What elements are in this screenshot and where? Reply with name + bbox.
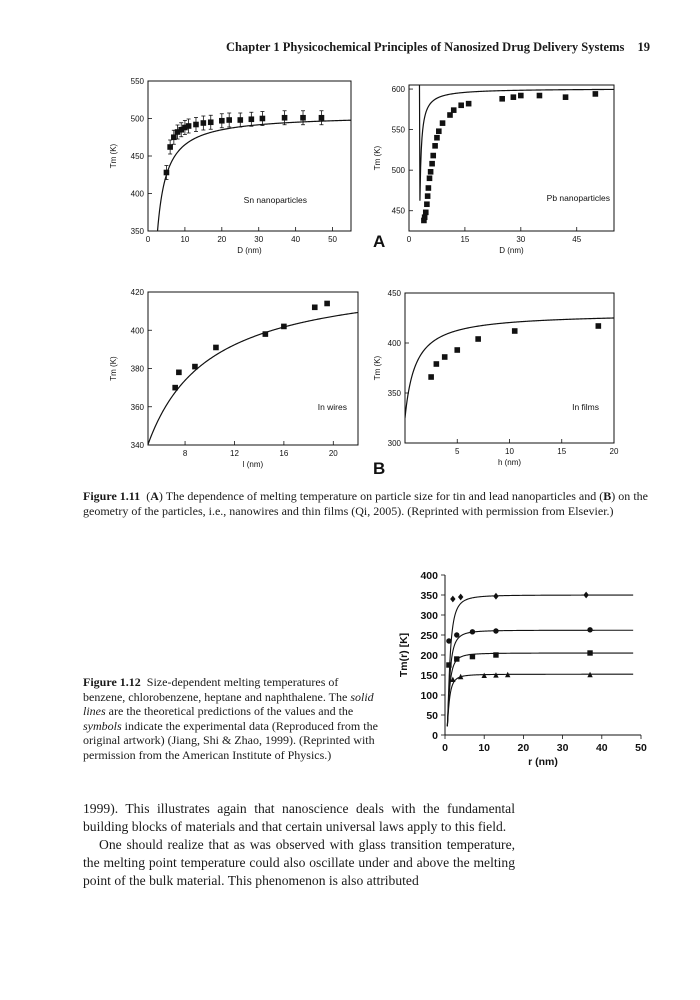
data-point <box>300 115 306 121</box>
x-tick-label: 30 <box>556 742 569 754</box>
x-axis-label: D (nm) <box>237 246 262 255</box>
x-tick-label: 30 <box>516 235 526 244</box>
theory-line <box>447 630 633 726</box>
data-point <box>458 102 464 108</box>
data-point <box>475 336 481 342</box>
x-tick-label: 0 <box>145 235 151 244</box>
x-axis-label: D (nm) <box>499 246 524 255</box>
x-tick-label: 10 <box>180 235 190 244</box>
figure-1-12-number: Figure 1.12 <box>83 675 141 689</box>
data-point <box>260 116 266 122</box>
y-tick-label: 0 <box>432 730 438 742</box>
y-tick-label: 600 <box>391 85 405 95</box>
plot-title: Sn nanoparticles <box>243 195 307 205</box>
figure-1-11-caption-run: B <box>603 489 612 503</box>
x-tick-label: 10 <box>478 742 491 754</box>
data-point <box>430 153 436 159</box>
x-tick-label: 50 <box>635 742 647 754</box>
data-point <box>426 185 432 191</box>
y-tick-label: 340 <box>130 441 144 450</box>
y-tick-label: 350 <box>420 590 438 602</box>
y-tick-label: 400 <box>130 326 144 336</box>
data-point <box>186 123 192 129</box>
y-tick-label: 450 <box>387 289 401 298</box>
data-point <box>537 93 543 99</box>
data-point <box>263 331 269 337</box>
plot-sn-nanoparticles <box>109 77 351 264</box>
figure-1-12-caption-run: solid lines <box>83 689 374 718</box>
data-point <box>512 328 518 334</box>
y-tick-label: 550 <box>391 125 405 135</box>
data-point <box>424 201 430 207</box>
x-axis-label: r (nm) <box>528 756 558 768</box>
y-tick-label: 50 <box>426 710 438 722</box>
figure-1-11-caption-run: ) on the geometry of the particles, i.e., nanowires and thin films (Qi, 2005). (Reprinted with permission from Elsevier.) <box>83 489 648 518</box>
data-point <box>454 632 459 637</box>
figure-1-11-number: Figure 1.11 <box>83 489 141 503</box>
x-tick-label: 10 <box>505 447 514 456</box>
data-point <box>281 324 287 330</box>
data-point <box>493 593 498 600</box>
x-tick-label: 40 <box>291 235 301 244</box>
data-point <box>447 112 453 118</box>
y-tick-label: 450 <box>130 152 144 161</box>
data-point <box>427 175 433 181</box>
x-tick-label: 20 <box>328 449 338 458</box>
y-tick-label: 200 <box>420 650 438 662</box>
data-point <box>518 93 524 99</box>
data-point <box>446 638 451 643</box>
data-point <box>237 117 243 123</box>
plot-title: In films <box>572 402 599 412</box>
body-paragraph-2: One should realize that as was observed with glass transition temperature, the melting point temperature could also oscillate under and above the melting point of the bulk material. This phenomenon is also attributed <box>83 837 515 888</box>
data-point <box>172 385 178 391</box>
y-tick-label: 550 <box>130 77 144 86</box>
data-point <box>482 673 487 678</box>
data-point <box>470 654 475 659</box>
data-point <box>226 117 232 123</box>
data-point <box>470 629 475 634</box>
theory-line <box>447 595 633 726</box>
data-point <box>458 594 463 601</box>
data-point <box>563 94 569 100</box>
y-axis-label: Tm (K) <box>373 145 382 171</box>
panel-label-b: B <box>373 459 386 478</box>
x-tick-label: 45 <box>572 235 582 244</box>
y-tick-label: 450 <box>391 206 405 216</box>
data-point <box>167 144 173 150</box>
plot-pb-nanoparticles <box>373 0 614 255</box>
data-point <box>442 354 448 360</box>
plot-frame <box>409 85 614 231</box>
x-tick-label: 5 <box>455 447 460 456</box>
data-point <box>428 374 434 380</box>
data-point <box>434 361 440 367</box>
data-point <box>432 143 438 149</box>
y-tick-label: 500 <box>391 166 405 176</box>
data-point <box>436 128 442 134</box>
data-point <box>213 345 219 351</box>
plot-frame <box>148 81 351 231</box>
x-tick-label: 40 <box>595 742 608 754</box>
plot-in-films <box>373 289 619 467</box>
y-axis-label: Tm (K) <box>109 356 118 381</box>
data-point <box>219 118 225 124</box>
data-point <box>429 161 435 167</box>
data-point <box>454 347 460 353</box>
data-point <box>423 210 429 216</box>
plot-title: Pb nanoparticles <box>546 193 610 203</box>
data-point <box>176 370 182 376</box>
x-tick-label: 0 <box>406 235 412 244</box>
y-tick-label: 350 <box>387 389 401 398</box>
theory-line <box>447 674 633 726</box>
body-paragraph-1: 1999). This illustrates again that nanoscience deals with the fundamental building blocks of materials and that certain universal laws apply to this field. <box>83 801 515 834</box>
data-point <box>466 101 472 107</box>
data-point <box>201 120 207 126</box>
fit-curve <box>148 312 358 444</box>
data-point <box>454 656 459 661</box>
y-tick-label: 300 <box>420 610 438 622</box>
x-tick-label: 30 <box>254 235 264 244</box>
plot-title: In wires <box>317 402 347 412</box>
running-title: Chapter 1 Physicochemical Principles of Nanosized Drug Delivery Systems <box>226 40 625 54</box>
page-number: 19 <box>637 40 650 54</box>
y-tick-label: 100 <box>420 690 438 702</box>
x-tick-label: 16 <box>279 449 289 458</box>
data-point <box>282 115 288 121</box>
data-point <box>499 96 505 102</box>
fit-curve <box>409 0 614 201</box>
data-point <box>164 170 170 176</box>
x-tick-label: 0 <box>442 742 448 754</box>
data-point <box>596 323 602 329</box>
data-point <box>583 592 588 599</box>
x-axis-label: h (nm) <box>497 458 522 467</box>
y-tick-label: 400 <box>387 339 401 348</box>
data-point <box>587 627 592 632</box>
y-tick-label: 400 <box>130 189 144 199</box>
x-tick-label: 20 <box>217 235 227 244</box>
plot-frame <box>148 292 358 445</box>
plot-frame <box>405 293 614 443</box>
y-tick-label: 420 <box>130 288 144 297</box>
figure-1-11-text <box>83 489 648 518</box>
figure-1-11-caption-run: ( <box>146 489 151 503</box>
x-axis-label: l (nm) <box>242 460 264 469</box>
x-tick-label: 50 <box>328 235 337 244</box>
y-tick-label: 500 <box>130 114 144 124</box>
figure-1-11-caption <box>83 489 648 518</box>
data-point <box>450 596 455 603</box>
data-point <box>428 169 434 175</box>
figure-1-12-caption-run: Size-dependent melting temperatures of benzene, chlorobenzene, heptane and naphthalene. The <box>83 675 351 704</box>
y-tick-label: 380 <box>130 364 144 374</box>
body-text <box>83 800 515 890</box>
figure-1-12-caption <box>83 675 383 762</box>
data-point <box>493 628 498 633</box>
y-tick-label: 250 <box>420 630 438 642</box>
data-point <box>593 91 599 97</box>
y-tick-label: 150 <box>420 670 438 682</box>
y-axis-label: Tm (K) <box>109 143 118 169</box>
data-point <box>587 650 592 655</box>
x-tick-label: 8 <box>182 449 188 458</box>
data-point <box>440 120 446 126</box>
data-point <box>511 94 517 100</box>
data-point <box>451 107 457 113</box>
figure-1-12-caption-run: symbols <box>83 718 122 733</box>
data-point <box>312 305 318 311</box>
y-tick-label: 360 <box>130 402 144 412</box>
theory-line <box>447 653 633 726</box>
panel-label-a: A <box>373 232 386 251</box>
x-tick-label: 20 <box>517 742 530 754</box>
figure-1-12-caption-run: are the theoretical predictions of the values and the <box>105 704 354 718</box>
data-point <box>493 652 498 657</box>
figure-1-12-caption-run: indicate the experimental data (Reproduced from the original artwork) (Jiang, Shi & Zhao, 1999). (Reprinted with permission from the American Institute of Physics.) <box>83 718 378 762</box>
figure-1-11-caption-run: ) The dependence of melting temperature on particle size for tin and lead nanoparticles and ( <box>158 489 604 503</box>
x-tick-label: 12 <box>230 449 239 458</box>
x-tick-label: 15 <box>557 447 567 456</box>
data-point <box>319 115 325 121</box>
data-point <box>425 193 431 199</box>
plot-organic-melting <box>398 570 647 768</box>
data-point <box>446 662 451 667</box>
data-point <box>434 135 440 141</box>
y-axis-label: Tm(r) [K] <box>398 632 410 678</box>
y-tick-label: 300 <box>387 439 401 448</box>
data-point <box>249 116 255 122</box>
data-point <box>193 122 199 128</box>
data-point <box>192 364 198 370</box>
plot-in-wires <box>109 288 358 469</box>
x-tick-label: 20 <box>609 447 619 456</box>
y-axis-label: Tm (K) <box>373 355 382 381</box>
data-point <box>208 119 214 125</box>
figure-1-11-caption-run: A <box>150 489 159 503</box>
data-point <box>422 214 428 220</box>
x-tick-label: 15 <box>460 235 470 244</box>
y-tick-label: 400 <box>420 570 438 582</box>
data-point <box>324 301 330 307</box>
y-tick-label: 350 <box>130 227 144 236</box>
